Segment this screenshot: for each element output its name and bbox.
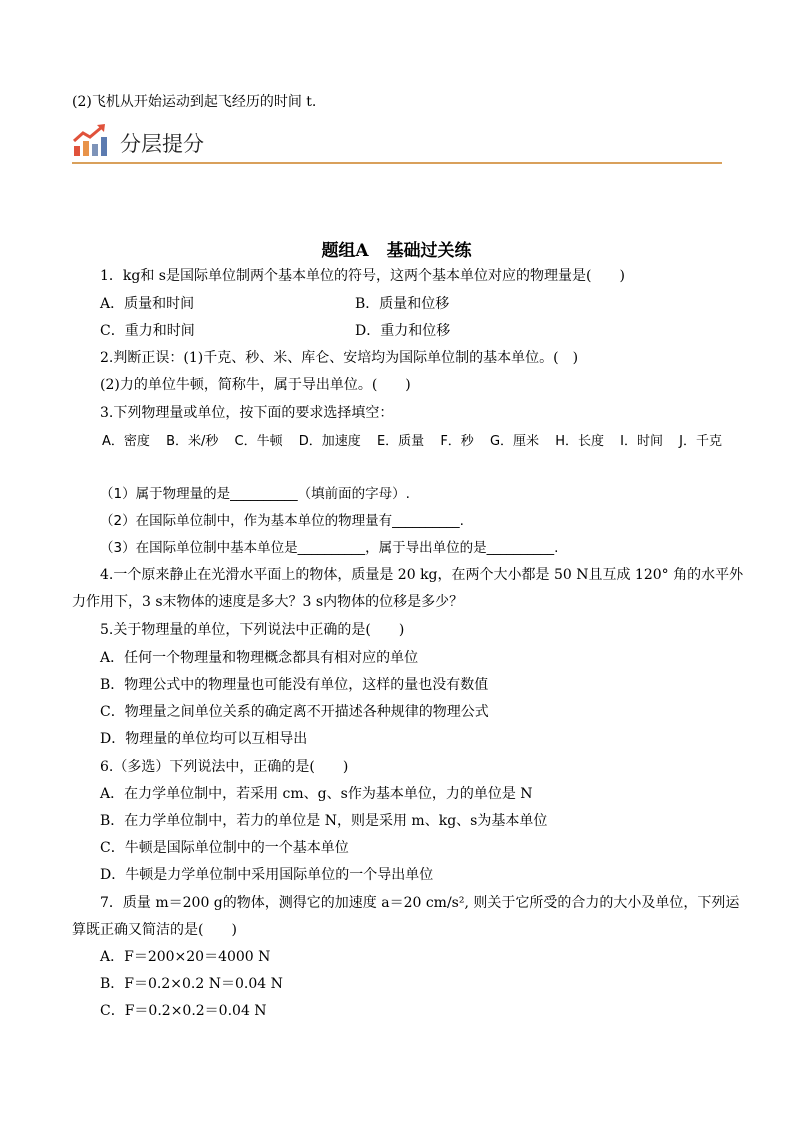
q5-option-c: C．物理量之间单位关系的确定离不开描述各种规律的物理公式 xyxy=(100,704,489,720)
q4-line-2: 力作用下，3 s末物体的速度是多大？3 s内物体的位移是多少？ xyxy=(72,594,464,610)
q1-option-b: B．质量和位移 xyxy=(355,296,450,312)
q1-option-c: C．重力和时间 xyxy=(100,323,195,339)
q6-option-a: A．在力学单位制中，若采用 cm、g、s作为基本单位，力的单位是 N xyxy=(100,786,533,802)
q3-choice: H．长度 xyxy=(555,434,604,449)
q3-choice: A．密度 xyxy=(102,434,150,449)
q3-choice: B．米/秒 xyxy=(166,434,219,449)
q3-sub-2: （2）在国际单位制中，作为基本单位的物理量有__________. xyxy=(100,513,464,529)
q3-choice: C．牛顿 xyxy=(234,434,283,449)
q3-sub-3: （3）在国际单位制中基本单位是__________，属于导出单位的是__________. xyxy=(100,540,559,556)
q7-option-a: A．F＝200×20＝4000 N xyxy=(100,949,271,965)
rising-chart-icon xyxy=(72,124,108,158)
q6-option-b: B．在力学单位制中，若力的单位是 N，则是采用 m、kg、s为基本单位 xyxy=(100,813,548,829)
q3-choice: D．加速度 xyxy=(298,434,361,449)
q3-choice: J．千克 xyxy=(679,434,722,449)
q3-stem: 3.下列物理量或单位，按下面的要求选择填空： xyxy=(100,405,394,421)
q7-option-b: B．F＝0.2×0.2 N＝0.04 N xyxy=(100,976,283,992)
group-title xyxy=(0,236,793,261)
q2-line-2: (2)力的单位牛顿，简称牛，属于导出单位。( ) xyxy=(100,377,411,393)
section-title: 分层提分 xyxy=(120,132,204,156)
q3-choice-list xyxy=(102,430,722,449)
q5-stem: 5.关于物理量的单位，下列说法中正确的是( ) xyxy=(100,622,405,638)
q5-option-b: B．物理公式中的物理量也可能没有单位，这样的量也没有数值 xyxy=(100,677,489,693)
q1-option-d: D．重力和位移 xyxy=(355,323,451,339)
q7-line-2: 算既正确又简洁的是( ) xyxy=(72,922,237,938)
q6-option-c: C．牛顿是国际单位制中的一个基本单位 xyxy=(100,840,349,856)
section-header xyxy=(72,122,722,164)
q2-line-1: 2.判断正误：(1)千克、秒、米、库仑、安培均为国际单位制的基本单位。( ) xyxy=(100,350,579,366)
group-title-name: 基础过关练 xyxy=(386,241,472,261)
q1-stem: 1．kg和 s是国际单位制两个基本单位的符号，这两个基本单位对应的物理量是( ) xyxy=(100,268,625,284)
previous-question-text: (2)飞机从开始运动到起飞经历的时间 t. xyxy=(72,94,317,110)
q7-line-1: 7．质量 m＝200 g的物体，测得它的加速度 a＝20 cm/s², 则关于它所受的合力的大小及单位，下列运 xyxy=(100,895,740,911)
group-title-prefix: 题组A xyxy=(321,241,369,261)
q3-choice: I．时间 xyxy=(620,434,663,449)
q3-sub-1: （1）属于物理量的是__________（填前面的字母）. xyxy=(100,486,410,502)
q4-line-1: 4.一个原来静止在光滑水平面上的物体，质量是 20 kg，在两个大小都是 50 N且互成 120° 角的水平外 xyxy=(100,567,744,583)
q1-option-a: A．质量和时间 xyxy=(100,296,195,312)
q5-option-a: A．任何一个物理量和物理概念都具有相对应的单位 xyxy=(100,650,419,666)
q6-stem: 6.（多选）下列说法中，正确的是( ) xyxy=(100,759,349,775)
q3-choice: E．质量 xyxy=(376,434,425,449)
q5-option-d: D．物理量的单位均可以互相导出 xyxy=(100,731,308,747)
q6-option-d: D．牛顿是力学单位制中采用国际单位的一个导出单位 xyxy=(100,867,434,883)
q3-choice: F．秒 xyxy=(440,434,474,449)
q3-choice: G．厘米 xyxy=(489,434,540,449)
q7-option-c: C．F＝0.2×0.2＝0.04 N xyxy=(100,1003,267,1019)
